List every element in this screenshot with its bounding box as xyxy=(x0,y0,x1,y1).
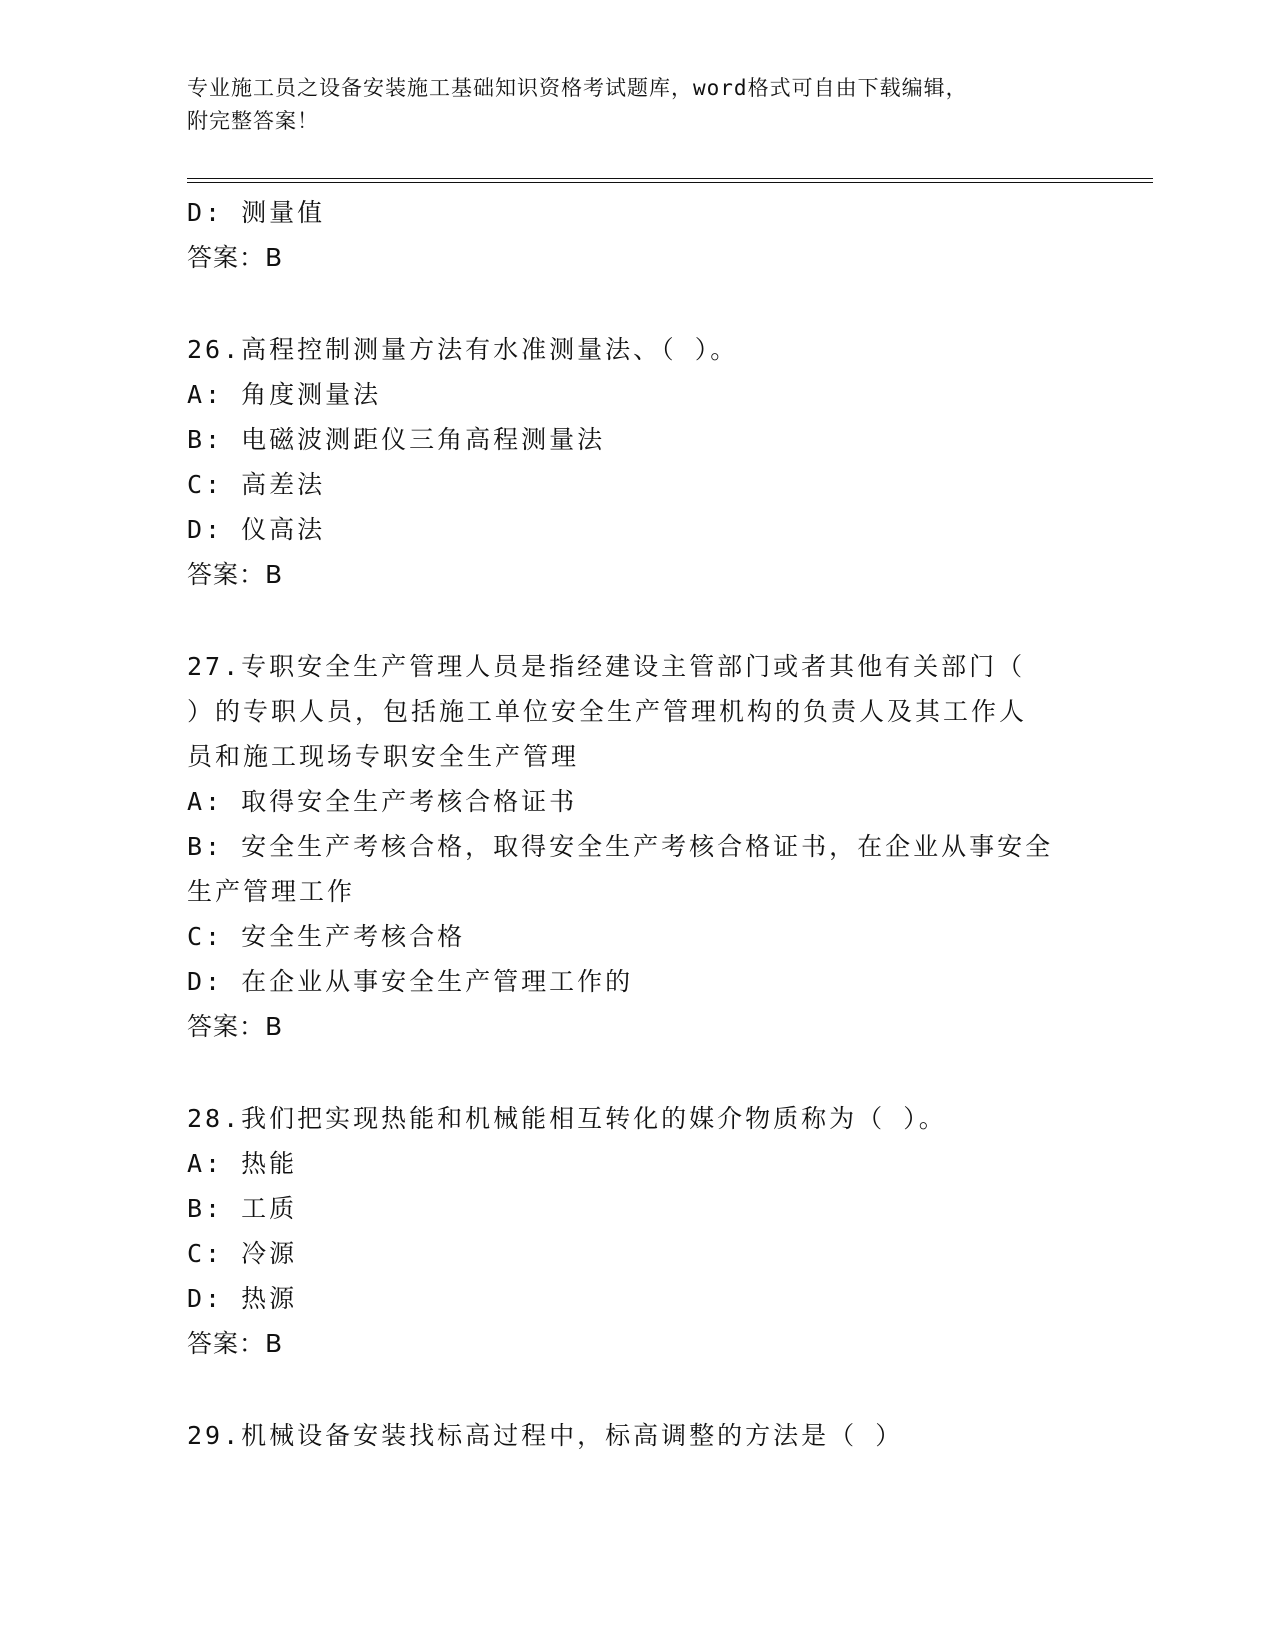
answer: 答案：B xyxy=(187,560,284,589)
option-c: C: 安全生产考核合格 xyxy=(187,922,466,951)
answer: 答案：B xyxy=(187,1012,284,1041)
question-27 xyxy=(187,644,1087,1049)
header-rule-bottom xyxy=(187,182,1153,183)
question-28 xyxy=(187,1096,1087,1366)
question-26 xyxy=(187,327,1087,597)
question-stem-line-3: 员和施工现场专职安全生产管理 xyxy=(187,742,580,771)
option-a: A: 热能 xyxy=(187,1149,298,1178)
answer: 答案：B xyxy=(187,1329,284,1358)
spacer xyxy=(187,1366,1087,1413)
spacer xyxy=(187,280,1087,327)
option-b-line-1: B: 安全生产考核合格，取得安全生产考核合格证书，在企业从事安全 xyxy=(187,832,1054,861)
option-a: A: 取得安全生产考核合格证书 xyxy=(187,787,578,816)
option-d: D: 测量值 xyxy=(187,198,326,227)
option-c: C: 冷源 xyxy=(187,1239,298,1268)
option-b: B: 电磁波测距仪三角高程测量法 xyxy=(187,425,606,454)
spacer xyxy=(187,597,1087,644)
answer: 答案：B xyxy=(187,243,284,272)
spacer xyxy=(187,1049,1087,1096)
header-rule-top xyxy=(187,178,1153,179)
question-29 xyxy=(187,1413,1087,1458)
question-25-tail xyxy=(187,190,1087,280)
option-b-line-2: 生产管理工作 xyxy=(187,877,356,906)
question-list xyxy=(187,190,1087,1458)
question-stem: 26.高程控制测量方法有水准测量法、（ ）。 xyxy=(187,335,739,364)
question-stem: 28.我们把实现热能和机械能相互转化的媒介物质称为（ ）。 xyxy=(187,1104,947,1133)
option-d: D: 仪高法 xyxy=(187,515,326,544)
question-stem-line-1: 27.专职安全生产管理人员是指经建设主管部门或者其他有关部门（ xyxy=(187,652,1026,681)
option-a: A: 角度测量法 xyxy=(187,380,382,409)
option-b: B: 工质 xyxy=(187,1194,298,1223)
header-line-1: 专业施工员之设备安装施工基础知识资格考试题库，word格式可自由下载编辑， xyxy=(187,76,968,100)
header-line-2: 附完整答案！ xyxy=(187,109,319,133)
option-d: D: 热源 xyxy=(187,1284,298,1313)
question-stem-line-2: ）的专职人员，包括施工单位安全生产管理机构的负责人及其工作人 xyxy=(187,697,1028,726)
document-header xyxy=(187,72,1087,138)
option-c: C: 高差法 xyxy=(187,470,326,499)
option-d: D: 在企业从事安全生产管理工作的 xyxy=(187,967,634,996)
question-stem: 29.机械设备安装找标高过程中，标高调整的方法是（ ） xyxy=(187,1421,904,1450)
